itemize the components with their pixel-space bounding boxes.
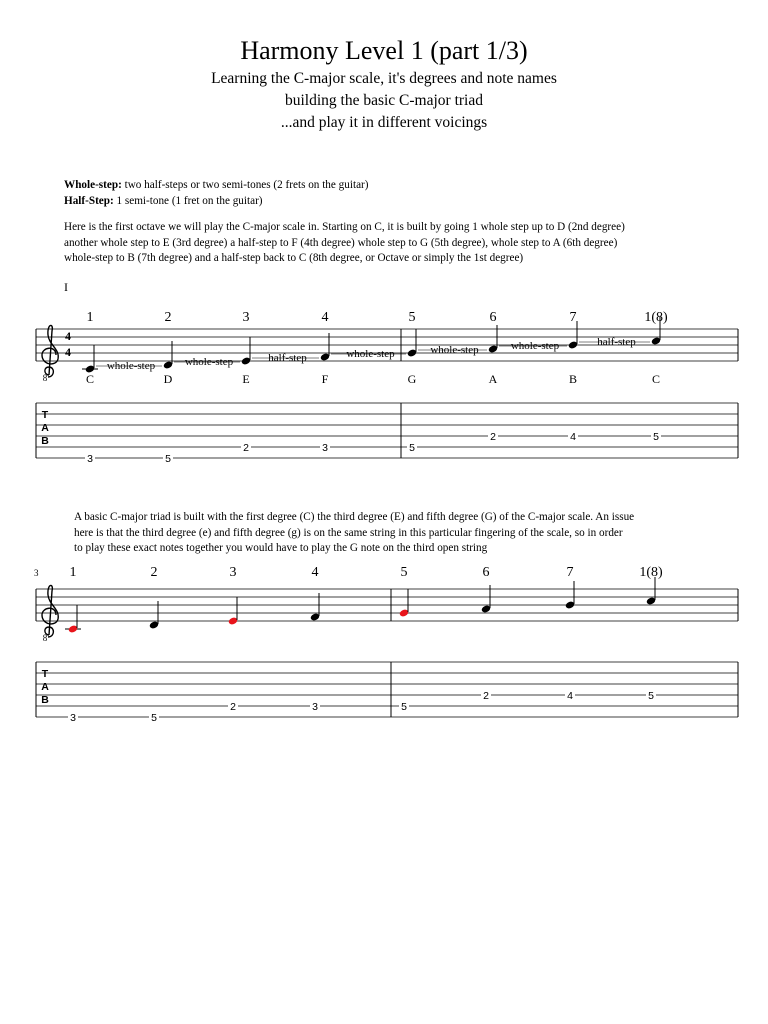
clef-octave-marker: 8 [42, 373, 48, 383]
tab-label-t: T [41, 668, 49, 680]
tab-number: 5 [151, 712, 157, 724]
tab-number: 3 [70, 712, 76, 724]
note-name: D [163, 372, 173, 386]
tab-number: 5 [409, 442, 415, 454]
tab-number: 4 [570, 431, 576, 443]
step-annotation: whole-step [346, 348, 395, 360]
tab-number: 3 [87, 453, 93, 465]
rehearsal-mark: I [64, 280, 68, 294]
degree-label: 2 [150, 565, 158, 580]
degree-label: 1 [69, 565, 77, 580]
tab-label-t: T [41, 409, 49, 421]
clef-octave-marker: 8 [42, 633, 48, 643]
degree-label: 5 [400, 565, 408, 580]
tab-number: 2 [483, 690, 489, 702]
tab-label-a: A [41, 422, 49, 434]
step-annotation: half-step [268, 352, 307, 364]
intro-line-3: whole-step to B (7th degree) and a half-step back to C (8th degree, or Octave or simply the 1st degree) [64, 252, 524, 264]
degree-label: 2 [164, 310, 172, 325]
step-annotation: whole-step [184, 356, 234, 368]
whole-step-term: Whole-step: [64, 179, 122, 191]
treble-clef-icon [42, 325, 58, 377]
subtitle-line-2: building the basic C-major triad [284, 92, 483, 109]
degree-label: 4 [311, 565, 319, 580]
degree-label: 7 [566, 565, 574, 580]
note-name: A [488, 372, 498, 386]
note-name: C [651, 372, 661, 386]
triad-line-3: to play these exact notes together you would have to play the G note on the third open string [74, 542, 488, 554]
triad-line-2: here is that the third degree (e) and fifth degree (g) is on the same string in this particular fingering of the scale, so in order [74, 526, 623, 539]
tab-number: 2 [230, 701, 236, 713]
tab-label-b: B [41, 694, 49, 706]
note-name: B [568, 372, 578, 386]
step-annotation: whole-step [430, 344, 479, 356]
time-signature-bottom: 4 [65, 345, 71, 359]
time-signature-top: 4 [65, 329, 71, 343]
treble-clef-icon [42, 585, 58, 637]
degree-label: 4 [321, 310, 329, 325]
tab-number: 5 [653, 431, 659, 443]
half-step-term: Half-Step: [64, 194, 114, 207]
degree-label: 3 [229, 565, 237, 580]
tab-number: 5 [165, 453, 171, 465]
half-step-text: 1 semi-tone (1 fret on the guitar) [113, 194, 263, 207]
tab-number: 3 [312, 701, 318, 713]
step-annotation: half-step [597, 336, 636, 348]
degree-label: 6 [482, 565, 490, 580]
tab-number: 2 [490, 431, 496, 443]
degree-label: 7 [569, 310, 577, 325]
tab-label-a: A [41, 681, 49, 693]
tab-number: 5 [648, 690, 654, 702]
intro-line-1: Here is the first octave we will play the C-major scale in. Starting on C, it is built by going 1 whole step up to D (2nd degree) [64, 221, 625, 233]
note-name: F [321, 372, 329, 386]
tab-number: 3 [322, 442, 328, 454]
triad-line-1: A basic C-major triad is built with the first degree (C) the third degree (E) and fifth degree (G) of the C-major scale. An issue [74, 511, 635, 523]
page-title: Harmony Level 1 (part 1/3) [240, 36, 528, 65]
tab-number: 4 [567, 690, 573, 702]
step-annotation: whole-step [106, 360, 156, 372]
degree-label: 1(8) [644, 310, 668, 325]
note-name: G [407, 372, 417, 386]
tab-number: 5 [401, 701, 407, 713]
degree-label: 6 [489, 310, 497, 325]
measure-number: 3 [34, 568, 39, 578]
tab-number: 2 [243, 442, 249, 454]
degree-label: 3 [242, 310, 250, 325]
subtitle-line-3: ...and play it in different voicings [280, 114, 488, 131]
note-name: C [85, 372, 95, 386]
whole-step-text: two half-steps or two semi-tones (2 frets on the guitar) [121, 179, 369, 191]
intro-line-2: another whole step to E (3rd degree) a half-step to F (4th degree) whole step to G (5th degree), whole step to A (6th degree) [64, 236, 618, 249]
note-name: E [242, 372, 250, 386]
tab-label-b: B [41, 435, 49, 447]
subtitle-line-1: Learning the C-major scale, it's degrees and note names [211, 70, 557, 87]
degree-label: 5 [408, 310, 416, 325]
step-annotation: whole-step [510, 340, 560, 352]
degree-label: 1(8) [639, 565, 663, 580]
degree-label: 1 [86, 310, 94, 325]
